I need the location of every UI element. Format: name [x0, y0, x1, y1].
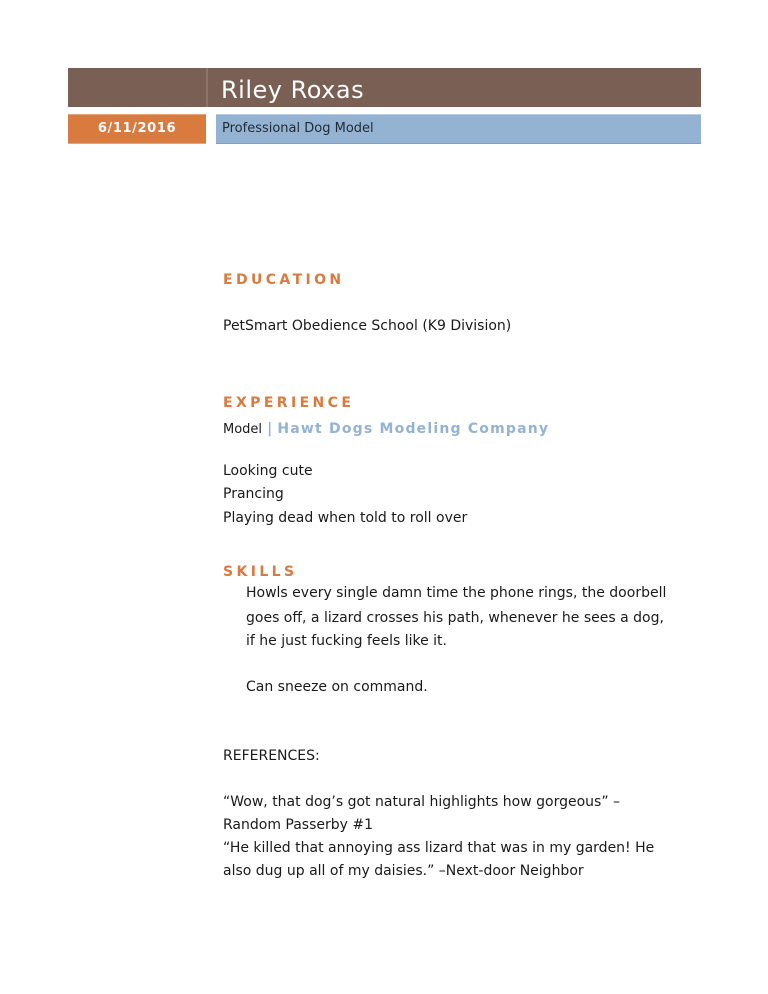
- skill-line: goes off, a lizard crosses his path, whenever he sees a dog,: [246, 610, 664, 626]
- experience-duty: Playing dead when told to roll over: [223, 510, 468, 526]
- skills-heading: SKILLS: [223, 564, 298, 580]
- experience-heading: EXPERIENCE: [223, 395, 355, 411]
- skill-line: if he just fucking feels like it.: [246, 633, 447, 649]
- resume-date: 6/11/2016: [97, 121, 177, 136]
- experience-role-line: [223, 418, 549, 437]
- experience-duty: Looking cute: [223, 463, 313, 479]
- skill-line: Can sneeze on command.: [246, 679, 428, 695]
- experience-duty: Prancing: [223, 486, 284, 502]
- skill-line: Howls every single damn time the phone rings, the doorbell: [246, 585, 667, 601]
- experience-separator: |: [267, 421, 273, 437]
- reference-line: also dug up all of my daisies.” –Next-door Neighbor: [223, 863, 584, 879]
- experience-company: Hawt Dogs Modeling Company: [277, 421, 550, 437]
- resume-name: Riley Roxas: [221, 76, 365, 104]
- education-heading: EDUCATION: [223, 272, 345, 288]
- subtitle-bar: [216, 114, 701, 144]
- header-bar: [68, 68, 701, 107]
- header-left-block: [68, 68, 206, 107]
- date-box: [68, 114, 206, 144]
- header-divider: [206, 68, 208, 107]
- experience-role: Model: [223, 422, 263, 437]
- reference-line: Random Passerby #1: [223, 817, 374, 833]
- resume-subtitle: Professional Dog Model: [222, 121, 374, 136]
- reference-line: “Wow, that dog’s got natural highlights how gorgeous” –: [223, 794, 621, 810]
- references-heading: REFERENCES:: [223, 748, 320, 764]
- education-school: PetSmart Obedience School (K9 Division): [223, 318, 512, 334]
- reference-line: “He killed that annoying ass lizard that was in my garden! He: [223, 840, 655, 856]
